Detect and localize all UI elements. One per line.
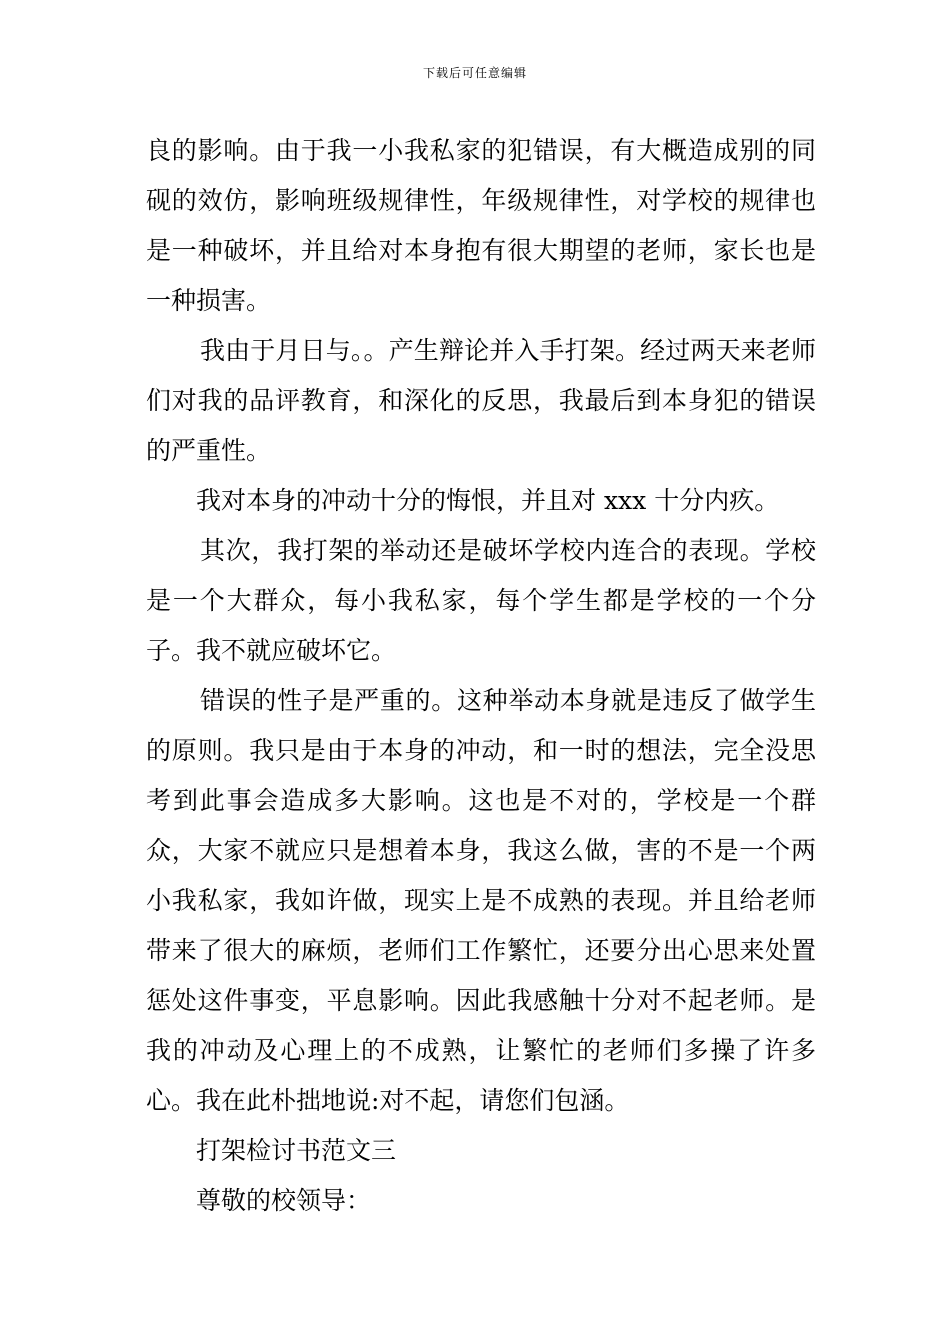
paragraph-fight-reason: 我由于月日与。。产生辩论并入手打架。经过两天来老师们对我的品评教育，和深化的反思，我最后到本身犯的错误的严重性。 bbox=[146, 336, 816, 465]
section-title: 打架检讨书范文三 bbox=[196, 1136, 397, 1165]
paragraph-continuation: 良的影响。由于我一小我私家的犯错误，有大概造成别的同砚的效仿，影响班级规律性，年级规律性，对学校的规律也是一种破坏，并且给对本身抱有很大期望的老师，家长也是一种损害。 bbox=[146, 136, 816, 315]
page-header: 下载后可任意编辑 bbox=[422, 66, 527, 80]
paragraph-seriousness: 错误的性子是严重的。这种举动本身就是违反了做学生的原则。我只是由于本身的冲动，和一时的想法，完全没思考到此事会造成多大影响。这也是不对的，学校是一个群众，大家不就应只是想着本身，我这么做，害的不是一个两小我私家，我如许做，现实上是不成熟的表现。并且给老师带来了很大的麻烦，老师们工作繁忙，还要分出心思来处置惩处这件事变，平息影响。因此我感触十分对不起老师。是我的冲动及心理上的不成熟，让繁忙的老师们多操了许多心。我在此朴拙地说:对不起，请您们包涵。 bbox=[146, 686, 816, 1115]
salutation: 尊敬的校领导： bbox=[196, 1186, 372, 1215]
paragraph-unity: 其次，我打架的举动还是破坏学校内连合的表现。学校是一个大群众，每小我私家，每个学生都是学校的一个分子。我不就应破坏它。 bbox=[146, 536, 816, 665]
paragraph-regret: 我对本身的冲动十分的悔恨，并且对 xxx 十分内疚。 bbox=[196, 486, 780, 515]
document-body bbox=[146, 126, 816, 1226]
